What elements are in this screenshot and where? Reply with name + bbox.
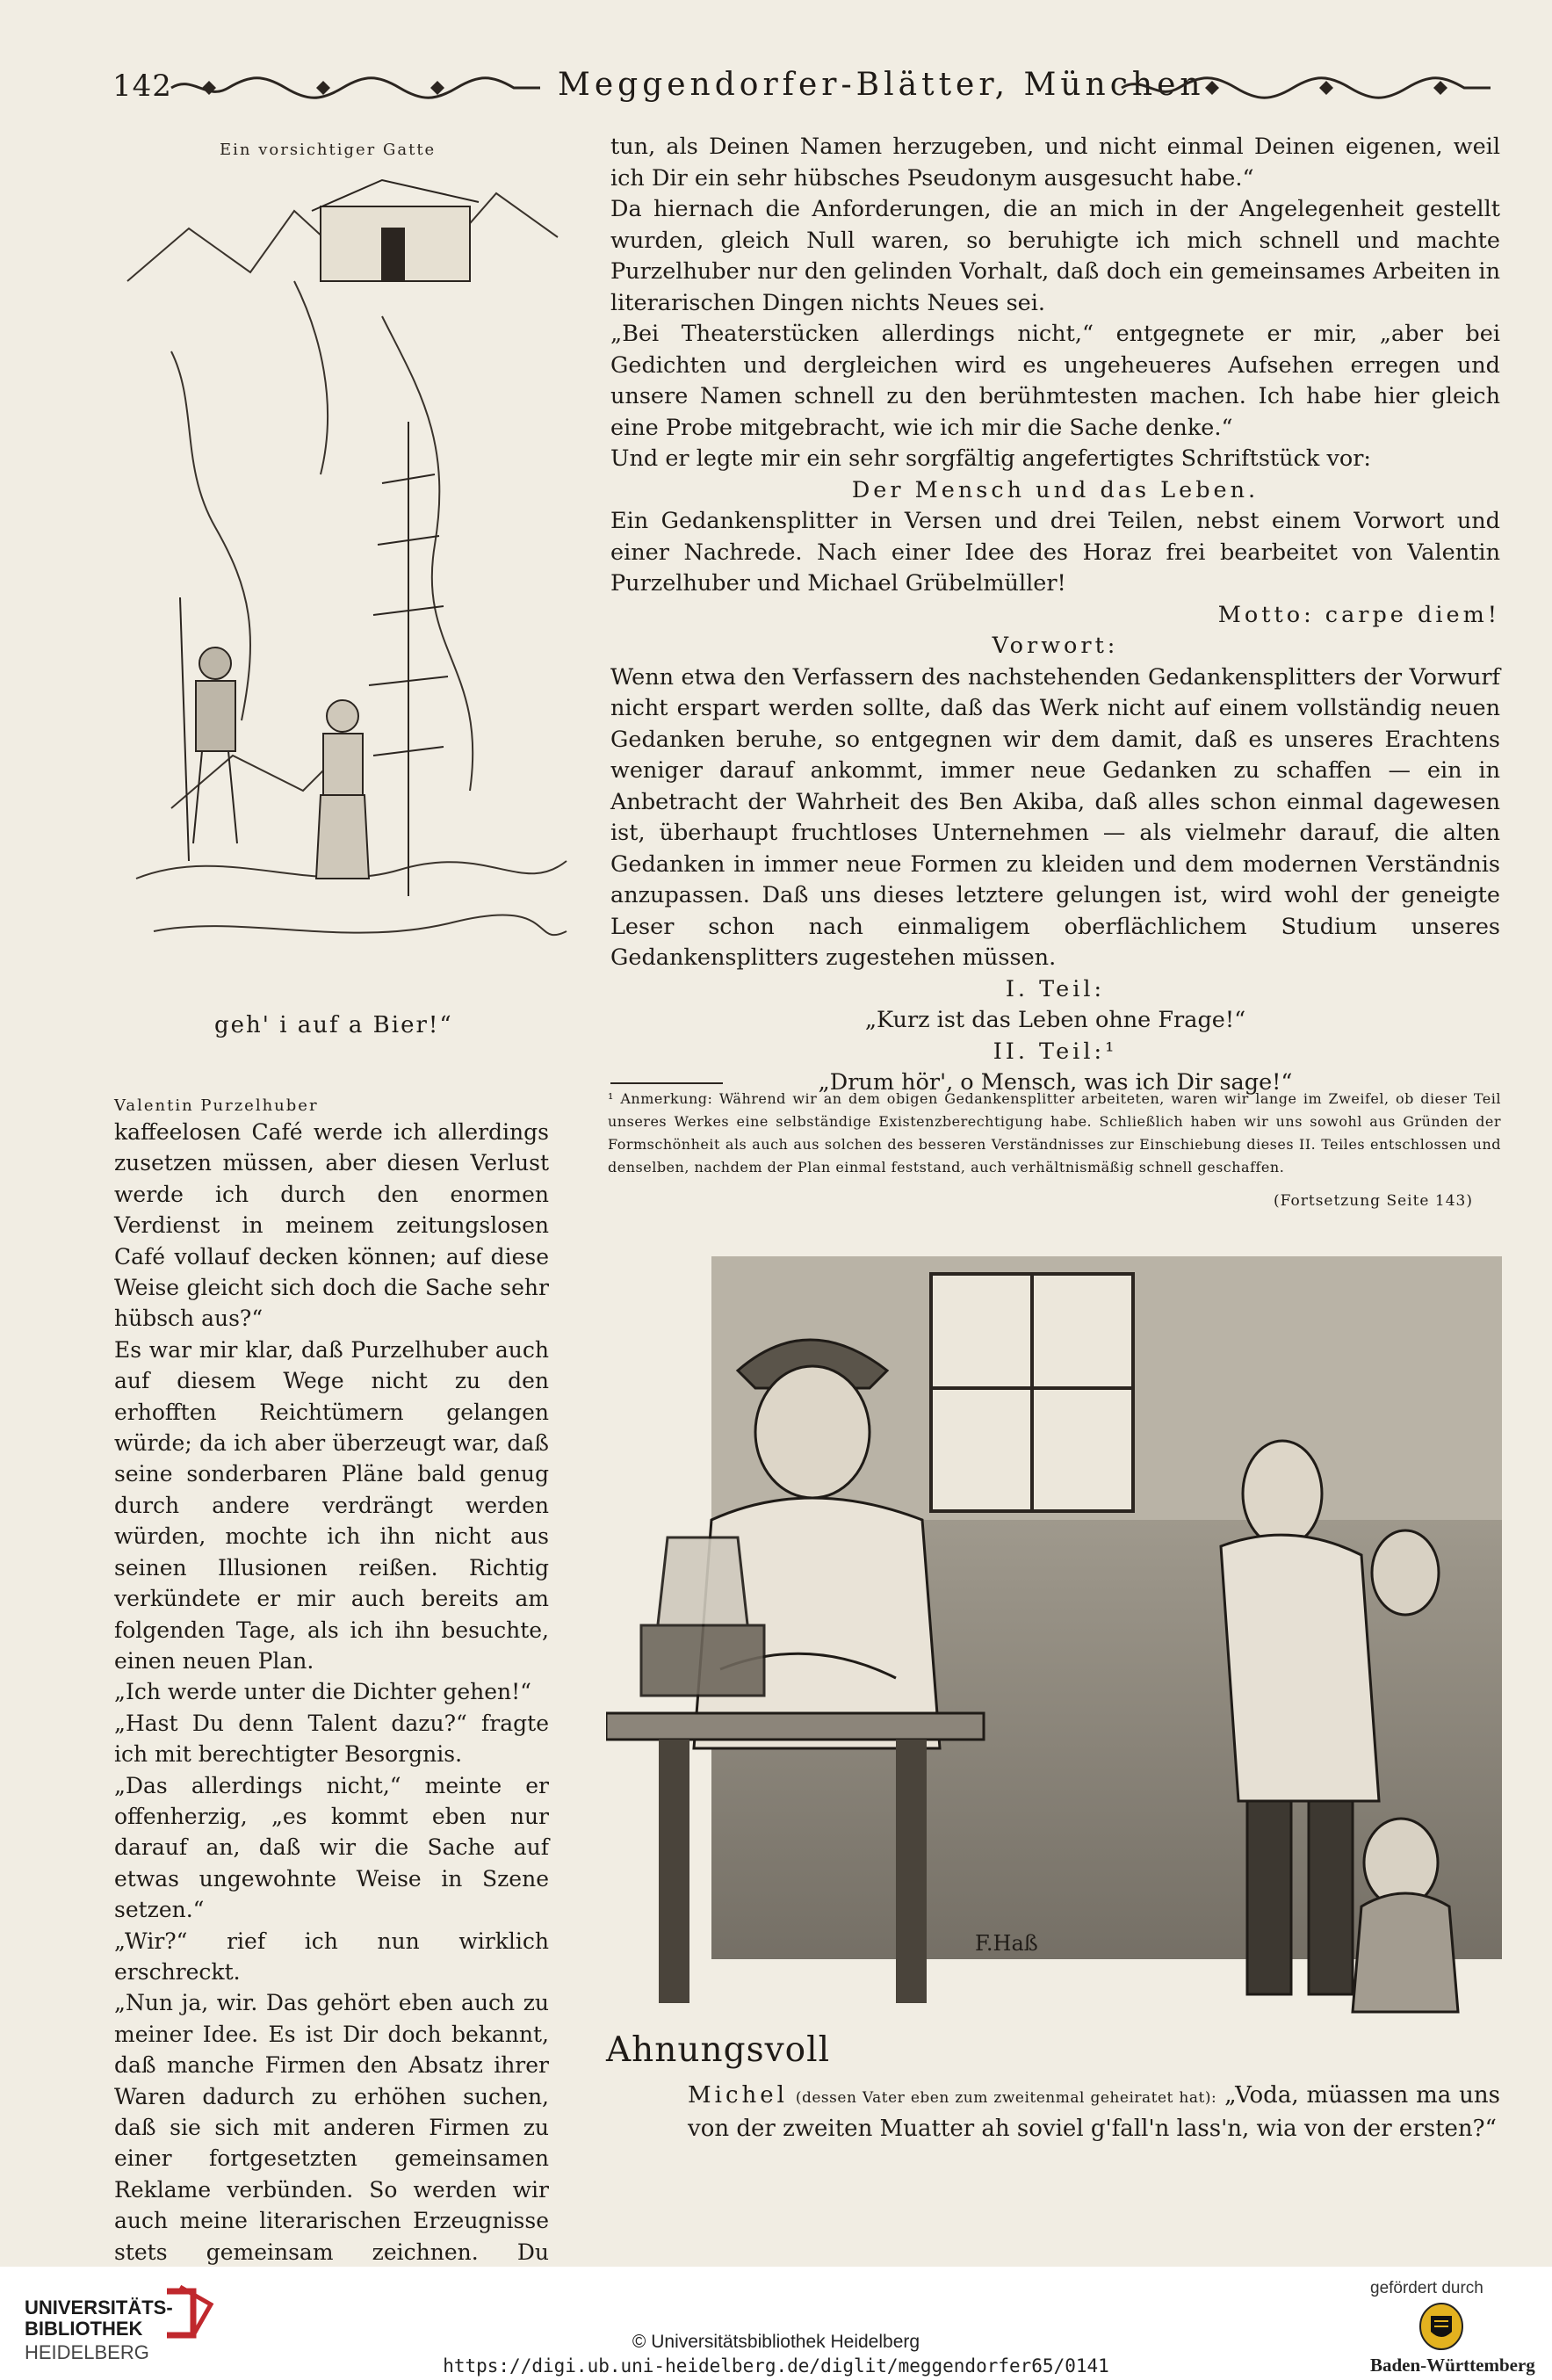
- library-name-line1: UNIVERSITÄTS-: [25, 2297, 173, 2319]
- caption-stage-direction: (dessen Vater eben zum zweitenmal geheiratet hat):: [795, 2089, 1217, 2107]
- paragraph: „Nun ja, wir. Das gehört eben auch zu meiner Idee. Es ist Dir doch bekannt, daß manche Firmen den Absatz ihrer Waren dadurch zu erhöhen suchen, daß sie sich mit anderen Firmen zu einer fortgesetzten gemeinsamen Reklame verbünden. So werden wir auch meine literarischen Erzeugnisse stets gemeinsam zeichnen. Du: [114, 1990, 549, 2265]
- illustration-caption-title: Ein vorsichtiger Gatte: [220, 141, 437, 159]
- paragraph: „Hast Du denn Talent dazu?“ fragte ich mit berechtigter Besorgnis.: [114, 1710, 549, 1768]
- mountain-hike-illustration: [119, 176, 575, 993]
- caption-quote: „Voda, müassen ma uns von der zweiten Muatter ah soviel g'fall'n lass'n, wia von der ersten?“: [688, 2082, 1501, 2142]
- part2-text: „Drum hör', o Mensch, was ich Dir sage!“: [818, 1069, 1293, 1096]
- funding-name: Baden-Württemberg: [1370, 2355, 1535, 2376]
- vorwort-heading: Vorwort:: [992, 633, 1119, 659]
- header-scroll-ornament-right: [1117, 70, 1495, 105]
- vorwort-text: Wenn etwa den Verfassern des nachstehenden Gedankensplitters der Vorwurf nicht erspart werden sollte, daß das Werk nicht auf einem vollständig neuen Gedanken beruhe, so entgegnen wir dem damit, daß es unseres Erachtens weniger darauf ankommt, immer neue Gedanken zu schaffen — ein in Anbetracht der Wahrheit des Ben Akiba, daß alles schon einmal dagewesen ist, überhaupt fruchtloses Unternehmen — als vielmehr darauf, die alten Gedanken in immer neue Formen zu kleiden und dem modernen Verständnis anzupassen. Daß uns dieses letztere gelungen ist, wird wohl der geneigte Leser schon nach einmaligem oberflächlichem Studium unseres Gedankensplitters zugestehen müssen.: [610, 663, 1500, 971]
- caption-speaker: Michel: [688, 2082, 788, 2109]
- part1-text: „Kurz ist das Leben ohne Frage!“: [864, 1007, 1246, 1033]
- work-subtitle: Ein Gedankensplitter in Versen und drei Teilen, nebst einem Vorwort und einer Nachrede. Nach einer Idee des Horaz frei bearbeitet von Valentin Purzelhuber und Michael Grübelmüller!: [610, 508, 1500, 597]
- running-title: Meggendorfer-Blätter, München: [558, 67, 1205, 103]
- paragraph: „Das allerdings nicht,“ meinte er offenherzig, „es kommt eben nur darauf an, daß wir die Sache auf etwas ungewohnte Weise in Szene setzen.“: [114, 1772, 549, 1923]
- tavern-family-illustration: [606, 1256, 1502, 2029]
- library-city: HEIDELBERG: [25, 2341, 149, 2363]
- continued-note: (Fortsetzung Seite 143): [1274, 1192, 1473, 1210]
- left-column-text: [114, 1117, 549, 2298]
- library-name-line2: BIBLIOTHEK: [25, 2318, 143, 2340]
- paragraph: tun, als Deinen Namen herzugeben, und nicht einmal Deinen eigenen, weil ich Dir ein sehr hübsches Pseudonym ausgesucht habe.“: [610, 134, 1500, 192]
- paragraph: „Ich werde unter die Dichter gehen!“: [114, 1679, 531, 1705]
- cartoon-title: Ahnungsvoll: [606, 2030, 831, 2070]
- speaker-label: Valentin Purzelhuber: [114, 1096, 319, 1115]
- part2-heading: II. Teil:¹: [993, 1038, 1118, 1065]
- right-column-text: [610, 132, 1500, 1099]
- paragraph: kaffeelosen Café werde ich allerdings zusetzen müssen, aber diesen Verlust werde ich durch den enormen Verdienst in meinem zeitungslosen Café vollauf decken können; auf diese Weise gleicht sich doch die Sache sehr hübsch aus?“: [114, 1119, 549, 1332]
- state-coat-of-arms-icon: [1418, 2302, 1464, 2351]
- paragraph: Es war mir klar, daß Purzelhuber auch auf diesem Wege nicht zu den erhofften Reichtümern gelangen würde; da ich aber überzeugt war, daß seine sonderbaren Pläne bald genug durch andere verdrängt werden würden, mochte ich ihn nicht aus seinen Illusionen reißen. Richtig verkündete er mir auch bereits am folgenden Tage, als ich ihn besuchte, einen neuen Plan.: [114, 1336, 549, 1674]
- copyright-notice: © Universitätsbibliothek Heidelberg: [632, 2332, 920, 2352]
- page-number: 142: [112, 69, 172, 104]
- paragraph: Da hiernach die Anforderungen, die an mich in der Angelegenheit gestellt wurden, gleich Null waren, so beruhigte ich mich schnell und machte Purzelhuber nur den gelinden Vorhalt, daß doch ein gemeinsames Arbeiten in literarischen Dingen nichts Neues sei.: [610, 196, 1500, 316]
- footnote: ¹ Anmerkung: Während wir an dem obigen Gedankensplitter arbeiteten, waren wir lange im Zweifel, ob dieser Teil unseres Werkes eine selbständige Existenzberechtigung habe. Schließlich haben wir uns sowohl aus Gründen der Formschönheit als auch aus solchen des besseren Verständnisses zur Einschiebung dieses II. Teiles entschlossen und denselben, nachdem der Plan einmal feststand, auch verhältnismäßig schnell geschaffen.: [608, 1090, 1501, 1176]
- part1-heading: I. Teil:: [1005, 975, 1106, 1002]
- artist-signature: F.Haß: [975, 1931, 1038, 1956]
- header-scroll-ornament-left: [167, 70, 545, 105]
- funding-label: gefördert durch: [1370, 2279, 1483, 2297]
- left-column: [114, 1089, 549, 2298]
- footnote-divider: [610, 1082, 723, 1084]
- paragraph: „Wir?“ rief ich nun wirklich erschreckt.: [114, 1928, 549, 1985]
- cartoon-caption: [688, 2080, 1500, 2145]
- right-column: [610, 132, 1500, 1099]
- motto: Motto: carpe diem!: [1217, 601, 1500, 628]
- permalink-url[interactable]: https://digi.ub.uni-heidelberg.de/diglit/meggendorfer65/0141: [443, 2355, 1109, 2376]
- paragraph: Und er legte mir ein sehr sorgfältig angefertigtes Schriftstück vor:: [610, 445, 1371, 472]
- paragraph: „Bei Theaterstücken allerdings nicht,“ entgegnete er mir, „aber bei Gedichten und dergleichen wird es ungeheueres Aufsehen erregen und unsere Namen schnell zu den berühmtesten machen. Ich habe hier gleich eine Probe mitgebracht, wie ich mir die Sache denke.“: [610, 321, 1500, 441]
- work-title: Der Mensch und das Leben.: [851, 476, 1260, 503]
- illustration-punchline: geh' i auf a Bier!“: [214, 1012, 453, 1038]
